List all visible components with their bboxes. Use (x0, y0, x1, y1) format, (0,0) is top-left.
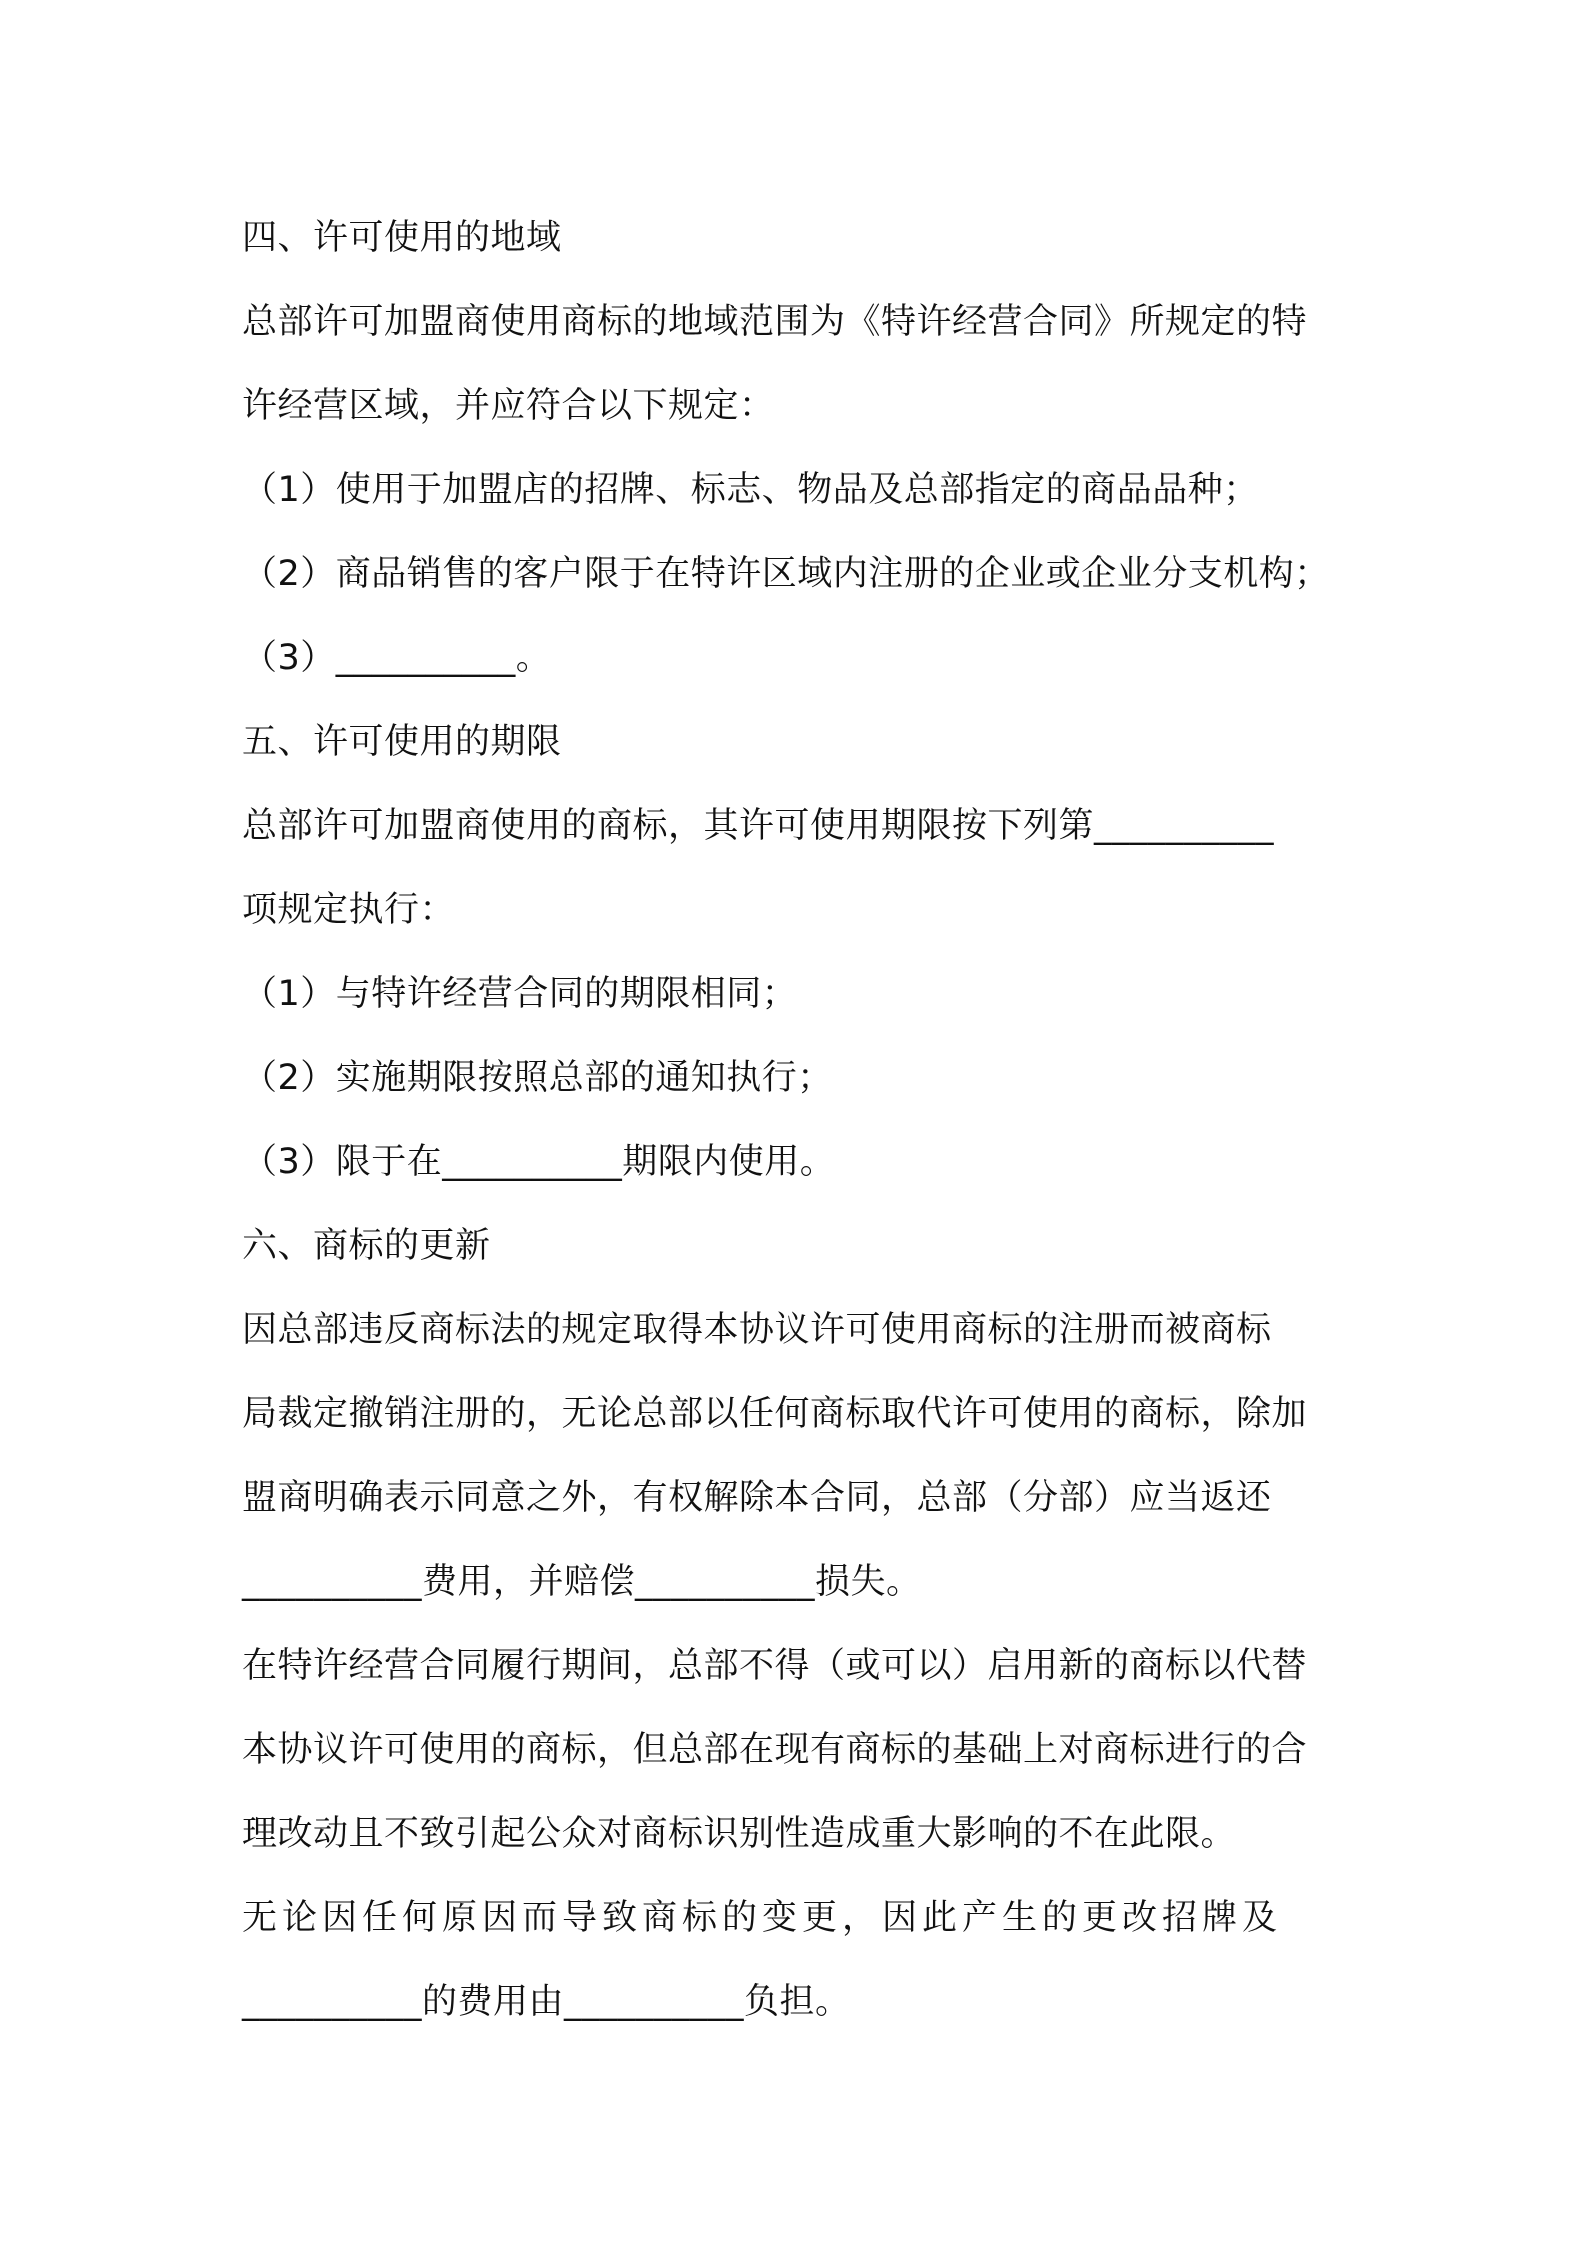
paragraph-line: 在特许经营合同履行期间，总部不得（或可以）启用新的商标以代替 (242, 1646, 1308, 1686)
paragraph-line: 局裁定撤销注册的，无论总部以任何商标取代许可使用的商标，除加 (242, 1394, 1308, 1434)
document-body (242, 196, 1362, 2044)
paragraph-line: 盟商明确表示同意之外，有权解除本合同，总部（分部）应当返还 (242, 1478, 1272, 1518)
list-item: （3）__________。 (242, 638, 552, 678)
paragraph-line: 理改动且不致引起公众对商标识别性造成重大影响的不在此限。 (242, 1814, 1237, 1854)
paragraph-line: 本协议许可使用的商标，但总部在现有商标的基础上对商标进行的合 (242, 1730, 1308, 1770)
paragraph-line: __________费用，并赔偿__________损失。 (242, 1562, 922, 1602)
list-item: （1）使用于加盟店的招牌、标志、物品及总部指定的商品品种； (242, 470, 1259, 510)
paragraph-line: 因总部违反商标法的规定取得本协议许可使用商标的注册而被商标 (242, 1310, 1272, 1350)
section-heading-territory: 四、许可使用的地域 (242, 218, 562, 258)
list-item: （2）商品销售的客户限于在特许区域内注册的企业或企业分支机构； (242, 554, 1330, 594)
list-item: （1）与特许经营合同的期限相同； (242, 974, 798, 1014)
list-item: （3）限于在__________期限内使用。 (242, 1142, 836, 1182)
section-heading-trademark-update: 六、商标的更新 (242, 1226, 491, 1266)
paragraph-line: 许经营区域，并应符合以下规定： (242, 386, 775, 426)
paragraph-line: 项规定执行： (242, 890, 456, 930)
paragraph-line: __________的费用由__________负担。 (242, 1982, 851, 2022)
list-item: （2）实施期限按照总部的通知执行； (242, 1058, 833, 1098)
section-heading-term: 五、许可使用的期限 (242, 722, 562, 762)
paragraph-line: 无论因任何原因而导致商标的变更，因此产生的更改招牌及 (242, 1898, 1283, 1938)
paragraph-line: 总部许可加盟商使用商标的地域范围为《特许经营合同》所规定的特 (242, 302, 1308, 342)
paragraph-line: 总部许可加盟商使用的商标，其许可使用期限按下列第__________ (242, 806, 1275, 846)
